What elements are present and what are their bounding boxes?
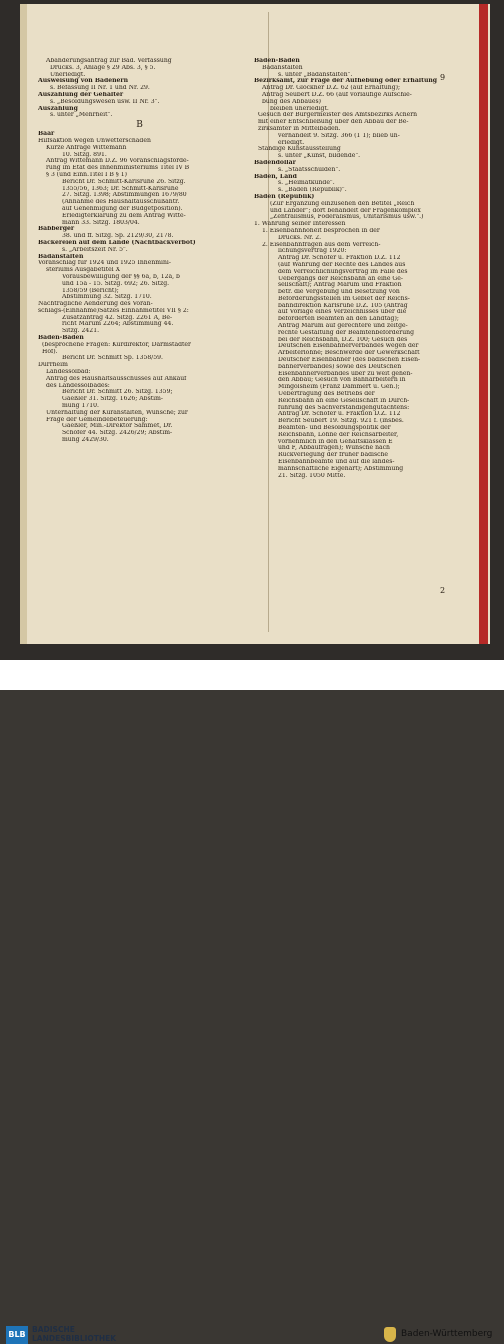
index-line: Reichsbahn an eine Gesellschaft in Durch- xyxy=(278,397,410,404)
index-line: s. „Arbeitszeit Nr. 5". xyxy=(62,246,128,253)
index-line: richt Marum 2264; Abstimmung 44. xyxy=(62,321,174,328)
index-line: (auf Wahrung der Rechte des Landes aus xyxy=(278,261,406,268)
index-line: Frage der Gemeindebeteuerung: xyxy=(46,416,148,423)
index-line: Gaeßler 31. Sitzg. 1626; Abstim- xyxy=(62,396,163,403)
index-line: Drucks. 3, Anlage § 29 Abs. 3, § 5. xyxy=(50,64,156,71)
index-line: Mingolsheim (Franz Dammert u. Gen.); xyxy=(278,384,400,391)
index-line: Voranschlag für 1924 und 1925 Innenmini- xyxy=(38,260,171,267)
index-line: Hof). xyxy=(42,348,58,355)
index-line: Antrag Dr. Schofer u. Fraktion D.Z. 112 xyxy=(278,255,401,262)
index-line: Gesuch der Bürgermeister des Amtsbezirks Achern xyxy=(258,112,418,119)
index-line: Bezirksamt, zur Frage der Aufhebung oder Erhaltung xyxy=(254,78,438,85)
index-line: Erledigterklärung zu dem Antrag Witte- xyxy=(62,212,186,219)
index-line: und Länder"; dort behandelt der Fragenkomplex xyxy=(270,207,421,214)
index-line: Abstimmung 32. Sitzg. 1710. xyxy=(62,294,152,301)
index-line: s. „Besoldungswesen usw. II Nr. 3". xyxy=(50,98,160,105)
index-line: Baden (Republik) xyxy=(254,193,315,200)
index-line: Baden, Land xyxy=(254,173,297,180)
index-line: Uebertragung des Betriebs der xyxy=(278,391,375,398)
left-column xyxy=(38,58,241,444)
index-line: bahndirektion Karlsruhe D.Z. 105 (Antrag xyxy=(278,302,408,309)
index-line: führung des Sachverständigengutachtens: xyxy=(278,404,410,411)
index-line: bei der Reichsbahn, D.Z. 100; Gesuch des xyxy=(278,336,408,343)
index-line: Kurze Anfrage Wittemann xyxy=(46,144,127,151)
index-line: Dürrheim xyxy=(38,362,68,369)
index-line: Baar xyxy=(38,131,55,138)
index-line: 10. Sitzg. 891. xyxy=(62,151,107,158)
index-line: Landessolbad: xyxy=(46,369,91,376)
index-line: schlags-(Einnahme)Satzes Einnahmetitel VII § 2: xyxy=(38,307,189,314)
index-line: Babberger xyxy=(38,226,75,233)
index-line: Antrag Marum auf gerechtere und zeitge- xyxy=(278,323,408,330)
index-line: Antrag Dr. Schofer u. Fraktion D.Z. 112 xyxy=(278,411,401,418)
footer-bar xyxy=(0,660,504,1343)
index-line: Beförderungsstellen im Gebiet der Reichs- xyxy=(278,295,410,302)
index-line: Abänderungsantrag zur Bad. Verfassung xyxy=(46,58,172,64)
index-line: Ausweisung von Badenern xyxy=(38,78,129,85)
scan-background xyxy=(0,0,504,660)
index-line: bahnerverbandes) sowie des Deutschen xyxy=(278,363,402,370)
index-line: s. unter „Badanstalten". xyxy=(278,71,353,78)
index-line: Reichsbahn, Löhne der Reichsarbeiter, xyxy=(278,431,399,438)
index-line: mann 33. Sitzg. 1803/04. xyxy=(62,219,140,226)
index-line: Bericht Dr. Schmitt 26. Sitzg. 1359; xyxy=(62,389,173,396)
index-line: auf Genehmigung der Budgetposition). xyxy=(62,205,183,212)
index-line: mit einer Entschließung über den Abbau der Be- xyxy=(258,119,409,126)
page-spine-shadow xyxy=(20,4,27,644)
index-line: Bericht Seubert 19. Sitzg. 921 f. (insbes. xyxy=(278,418,404,425)
index-line: Deutscher Eisenbahner (des badischen Eisen- xyxy=(278,357,421,364)
index-line: § 3 (und Einn.Titel I B § 1) xyxy=(46,171,127,178)
index-line: Schofer 44. Sitzg. 2426/29; Abstim- xyxy=(62,430,173,437)
index-line: Antrag Wittemann D.Z. 96 Voranschlagsforde- xyxy=(46,158,189,165)
index-line: und 15a - 15. Sitzg. 692; 26. Sitzg. xyxy=(62,280,170,287)
index-line: rung im Etat des Innenministeriums Titel IV B xyxy=(46,165,190,172)
state-emblem-icon xyxy=(384,1327,396,1342)
index-line: Drucks. Nr. 2. xyxy=(278,234,322,241)
index-line: mannschaftliche Eigenart); Abstimmung xyxy=(278,465,404,472)
index-line: bung des Abbaues) xyxy=(262,98,322,105)
index-line: Bäckereien auf dem Lande (Nachtbackverbot) xyxy=(38,239,196,246)
index-line: verhandelt 9. Sitzg. 366 (1 1); blieb un- xyxy=(278,132,400,139)
index-line: den Abbau; Gesuch von Bahnarbeitern in xyxy=(278,377,406,384)
index-line: Antrag Seubert D.Z. 66 (auf vorläufige Aufschie- xyxy=(262,91,412,98)
index-line: Auszählung xyxy=(38,105,78,112)
index-line: rechte Gestaltung der Beamtenbeförderung xyxy=(278,329,414,336)
index-line: Zusatzantrag 42. Sitzg. 2261 A, Be- xyxy=(62,314,173,321)
index-line: s. „Heimatkunde". xyxy=(278,180,335,187)
index-line: sellschaft); Antrag Marum und Fraktion xyxy=(278,282,402,289)
index-line: auf Vorlage eines Verzeichnisses über die xyxy=(278,309,407,316)
index-line: s. „Staatsschulden". xyxy=(278,166,341,173)
index-line: 1. Eisenbahnhoheit besprochen in der xyxy=(262,227,380,234)
index-line: Gaeßler, Min.-Direktor Sammet, Dr. xyxy=(62,423,173,430)
index-line: 1. Wahrung seiner Interessen xyxy=(254,221,346,228)
index-line: bleiben unerledigt. xyxy=(270,105,329,112)
institution-line-2: LANDESBIBLIOTHEK xyxy=(32,1334,117,1343)
index-line: mung 2429/30. xyxy=(62,437,109,444)
index-line: dem Verreichlichungsvertrag im Falle des xyxy=(278,268,408,275)
index-line: Hilfsaktion wegen Unwetterschäden xyxy=(38,137,151,144)
index-line: Eisenbahnbeamte und auf die landes- xyxy=(278,459,395,466)
index-line: „Zentralismus, Föderalismus, Unitarismus usw.".) xyxy=(270,214,424,221)
index-line: 1355/56, 1363; Dr. Schmitt-Karlsruhe xyxy=(62,185,179,192)
index-line: 27. Sitzg. 1398; Abstimmungen 1679/80 xyxy=(62,192,187,199)
index-line: Antrag des Haushaltsausschusses auf Ankauf xyxy=(46,375,187,382)
index-line: vornehmlich in den Gehaltsklassen E xyxy=(278,438,393,445)
index-line: Eisenbahnerverbandes über zu weit gehen- xyxy=(278,370,413,377)
index-line: B xyxy=(136,120,143,131)
index-line: Deutschen Eisenbahnerverbandes wegen der xyxy=(278,343,419,350)
index-line: Baden-Baden xyxy=(38,335,84,342)
index-line: Bericht Dr. Schmitt-Karlsruhe 26. Sitzg. xyxy=(62,178,186,185)
index-line: Rückverlegung der früher badische xyxy=(278,452,389,459)
index-line: Unterhaltung der Kuranstalten, Wünsche; zur xyxy=(46,409,188,416)
index-line: Ständige Kunstausstellung xyxy=(258,146,341,153)
index-line: Beamten- und Besoldungspolitik der xyxy=(278,425,391,432)
state-name[interactable]: Baden-Württemberg xyxy=(401,1329,493,1339)
index-line: 21. Sitzg. 1050 Mitte. xyxy=(278,472,346,479)
index-line: Auszahlung der Gehälter xyxy=(38,91,124,98)
index-line: (Zur Ergänzung einzusehen den Betitel „Reich xyxy=(270,200,415,207)
index-line: Uebergangs der Reichsbahn an eine Ge- xyxy=(278,275,403,282)
page-number: 9 xyxy=(440,73,446,82)
red-binding-edge xyxy=(479,4,488,644)
index-line: Badanstalten xyxy=(38,253,84,260)
index-line: Badanstalten xyxy=(262,64,303,71)
index-line: Bericht Dr. Schmitt Sp. 1358/59. xyxy=(62,355,163,362)
index-line: s. unter „Kunst, bildende". xyxy=(278,153,361,160)
index-line: 38. und ff. Sitzg. Sp. 2129/30, 2178. xyxy=(62,233,174,240)
index-line: betr. die Vergebung und Besetzung von xyxy=(278,289,400,296)
index-line: erledigt. xyxy=(278,139,305,146)
index-line: und F, Abbaufragen); Wünsche nach xyxy=(278,445,390,452)
index-line: Arbeiterlöhne; Beschwerde der Gewerkschaft xyxy=(278,350,420,357)
blb-logo[interactable]: BLB xyxy=(6,1326,28,1344)
index-line: steriums Ausgabetitel X xyxy=(46,267,120,274)
index-line: s. unter „Mehrheit". xyxy=(50,112,113,119)
index-line: Baden-Baden xyxy=(254,58,300,64)
index-line: (Annahme des Haushaltausschußantr. xyxy=(62,199,180,206)
index-line: (besprochene Fragen: Kurdirektor, Darmstädter xyxy=(42,341,191,348)
index-line: des Landessolbades: xyxy=(46,382,110,389)
index-line: Badendollar xyxy=(254,159,296,166)
index-line: Nachträgliche Aenderung des Voran- xyxy=(38,301,153,308)
index-line: s. Befassung II Nr. 1 und Nr. 29. xyxy=(50,85,150,92)
index-line: lichungsvertrag 1920: xyxy=(278,248,347,255)
index-line: Unerledigt. xyxy=(50,71,86,78)
index-line: 1358/59 (Bericht); xyxy=(62,287,119,294)
right-column xyxy=(254,58,456,479)
index-line: beförderten Beamten an den Landtag); xyxy=(278,316,399,323)
index-line: zirksämter in Mittelbaden. xyxy=(258,125,341,132)
institution-line-1: BADISCHE xyxy=(32,1325,75,1334)
index-line: Vorausbewilligung der §§ 6a, b, 12a, b xyxy=(62,273,180,280)
index-line: s. „Baden (Republik)". xyxy=(278,187,347,194)
institution-name[interactable] xyxy=(32,1325,116,1343)
bottom-mark: 2 xyxy=(440,586,446,595)
index-line: 2. Eisenbahnfragen aus dem Verreich- xyxy=(262,241,381,248)
index-line: Sitzg. 2421. xyxy=(62,328,100,335)
index-line: mung 1710. xyxy=(62,403,99,410)
index-line: Antrag Dr. Glöckner D.Z. 62 (auf Erhaltung); xyxy=(262,85,401,92)
